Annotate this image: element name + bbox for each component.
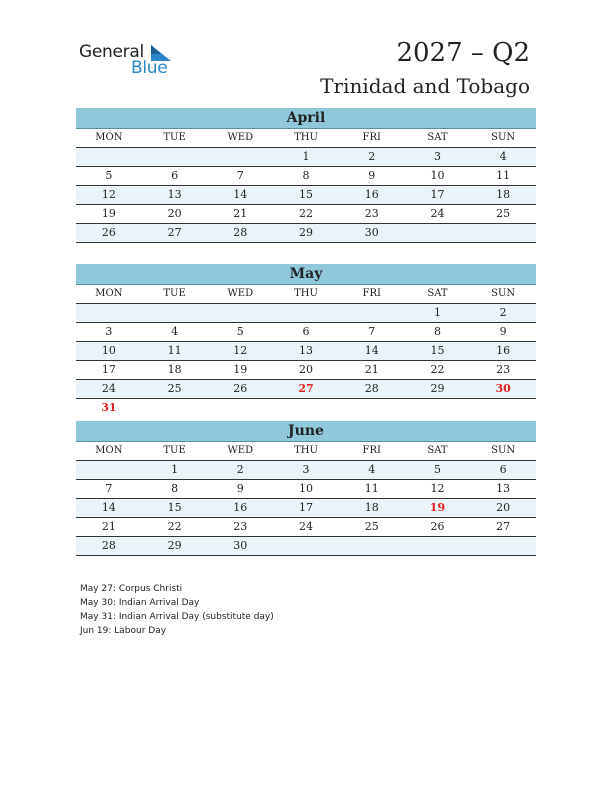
day-cell: 29 (299, 226, 314, 239)
weekday-label: WED (227, 445, 254, 456)
day-cell: 16 (233, 501, 248, 514)
day-cell: 19 (429, 501, 446, 514)
day-cell: 9 (368, 169, 376, 182)
day-cell (470, 399, 536, 417)
weekday-label: THU (294, 132, 318, 143)
day-cell (405, 224, 471, 242)
month-name: April (76, 108, 536, 129)
day-cell: 18 (364, 501, 379, 514)
month-may (76, 264, 536, 417)
weekday-label: SUN (491, 132, 516, 143)
day-cell: 12 (233, 344, 248, 357)
day-cell: 29 (167, 539, 182, 552)
month-june (76, 421, 536, 556)
month-april (76, 108, 536, 243)
day-cell: 25 (364, 520, 379, 533)
day-cell: 25 (167, 382, 182, 395)
day-cell: 6 (499, 463, 507, 476)
day-cell: 14 (233, 188, 248, 201)
weekday-label: THU (294, 445, 318, 456)
weekday-label: FRI (362, 132, 381, 143)
day-cell: 27 (298, 382, 314, 395)
weekday-label: TUE (163, 132, 186, 143)
day-cell: 4 (368, 463, 376, 476)
week-row (76, 148, 536, 167)
weekday-label: THU (294, 288, 318, 299)
weekday-label: FRI (362, 445, 381, 456)
day-cell (76, 148, 142, 166)
weekday-header-row (76, 285, 536, 304)
day-cell (142, 399, 208, 417)
day-cell: 28 (101, 539, 116, 552)
week-row (76, 480, 536, 499)
day-cell: 5 (105, 169, 113, 182)
day-cell: 11 (496, 169, 511, 182)
day-cell: 21 (233, 207, 248, 220)
holiday-note: Jun 19: Labour Day (80, 626, 167, 636)
day-cell: 28 (364, 382, 379, 395)
week-row (76, 186, 536, 205)
day-cell: 10 (430, 169, 445, 182)
day-cell: 21 (101, 520, 116, 533)
week-row (76, 304, 536, 323)
day-cell: 6 (302, 325, 310, 338)
week-row (76, 380, 536, 399)
day-cell: 22 (167, 520, 182, 533)
weekday-label: MON (95, 288, 123, 299)
day-cell: 8 (433, 325, 441, 338)
day-cell (405, 537, 471, 555)
day-cell: 30 (233, 539, 248, 552)
day-cell: 1 (302, 150, 310, 163)
day-cell: 20 (167, 207, 182, 220)
day-cell: 1 (171, 463, 179, 476)
month-name: May (76, 264, 536, 285)
day-cell: 22 (430, 363, 445, 376)
day-cell: 28 (233, 226, 248, 239)
week-row (76, 224, 536, 243)
day-cell: 23 (233, 520, 248, 533)
day-cell: 13 (496, 482, 511, 495)
day-cell: 11 (167, 344, 182, 357)
day-cell (142, 148, 208, 166)
day-cell: 19 (101, 207, 116, 220)
day-cell: 9 (499, 325, 507, 338)
day-cell (207, 304, 273, 322)
day-cell: 5 (433, 463, 441, 476)
day-cell: 13 (167, 188, 182, 201)
day-cell: 30 (364, 226, 379, 239)
day-cell: 2 (368, 150, 376, 163)
holiday-note: May 30: Indian Arrival Day (80, 598, 200, 608)
day-cell: 3 (302, 463, 310, 476)
day-cell: 30 (495, 382, 511, 395)
day-cell: 19 (233, 363, 248, 376)
day-cell: 24 (101, 382, 116, 395)
day-cell: 18 (496, 188, 511, 201)
day-cell: 26 (430, 520, 445, 533)
day-cell: 27 (167, 226, 182, 239)
day-cell: 13 (299, 344, 314, 357)
day-cell: 21 (364, 363, 379, 376)
weekday-label: FRI (362, 288, 381, 299)
day-cell: 12 (101, 188, 116, 201)
day-cell: 16 (364, 188, 379, 201)
day-cell: 2 (236, 463, 244, 476)
week-row (76, 205, 536, 224)
week-row (76, 461, 536, 480)
day-cell: 5 (236, 325, 244, 338)
weekday-label: WED (227, 132, 254, 143)
weekday-header-row (76, 129, 536, 148)
day-cell: 17 (101, 363, 116, 376)
day-cell: 7 (368, 325, 376, 338)
day-cell: 25 (496, 207, 511, 220)
day-cell (273, 399, 339, 417)
week-row (76, 167, 536, 186)
country-subtitle: Trinidad and Tobago (320, 74, 530, 98)
day-cell: 3 (433, 150, 441, 163)
day-cell: 2 (499, 306, 507, 319)
day-cell: 4 (499, 150, 507, 163)
day-cell (142, 304, 208, 322)
generalblue-logo (79, 42, 179, 82)
week-row (76, 342, 536, 361)
weekday-label: SUN (491, 445, 516, 456)
month-name: June (76, 421, 536, 442)
day-cell (470, 224, 536, 242)
day-cell (339, 304, 405, 322)
holiday-notes (80, 582, 274, 638)
day-cell: 15 (299, 188, 314, 201)
week-row (76, 537, 536, 556)
day-cell: 8 (171, 482, 179, 495)
logo-general-text: General (79, 42, 144, 62)
day-cell (405, 399, 471, 417)
day-cell: 23 (496, 363, 511, 376)
day-cell: 26 (101, 226, 116, 239)
day-cell: 17 (430, 188, 445, 201)
day-cell (470, 537, 536, 555)
day-cell: 22 (299, 207, 314, 220)
logo-blue-text: Blue (131, 58, 168, 78)
day-cell: 3 (105, 325, 113, 338)
weekday-label: MON (95, 445, 123, 456)
day-cell (273, 304, 339, 322)
day-cell (76, 461, 142, 479)
day-cell: 31 (101, 401, 117, 414)
day-cell: 4 (171, 325, 179, 338)
day-cell: 14 (101, 501, 116, 514)
weekday-label: SUN (491, 288, 516, 299)
day-cell: 10 (299, 482, 314, 495)
weekday-label: SAT (427, 132, 448, 143)
day-cell: 15 (167, 501, 182, 514)
weekday-header-row (76, 442, 536, 461)
week-row (76, 361, 536, 380)
day-cell: 7 (105, 482, 113, 495)
weekday-label: SAT (427, 288, 448, 299)
day-cell: 11 (364, 482, 379, 495)
day-cell: 9 (236, 482, 244, 495)
day-cell: 18 (167, 363, 182, 376)
day-cell: 12 (430, 482, 445, 495)
day-cell: 29 (430, 382, 445, 395)
weekday-label: SAT (427, 445, 448, 456)
week-row (76, 499, 536, 518)
day-cell: 8 (302, 169, 310, 182)
day-cell (273, 537, 339, 555)
page-title: 2027 – Q2 (396, 38, 530, 68)
day-cell: 17 (299, 501, 314, 514)
holiday-note: May 27: Corpus Christi (80, 584, 183, 594)
day-cell: 20 (299, 363, 314, 376)
weekday-label: MON (95, 132, 123, 143)
day-cell: 1 (433, 306, 441, 319)
day-cell: 15 (430, 344, 445, 357)
day-cell: 24 (299, 520, 314, 533)
day-cell (339, 537, 405, 555)
day-cell: 23 (364, 207, 379, 220)
day-cell: 20 (496, 501, 511, 514)
weekday-label: WED (227, 288, 254, 299)
day-cell (339, 399, 405, 417)
day-cell: 16 (496, 344, 511, 357)
day-cell (207, 148, 273, 166)
day-cell: 14 (364, 344, 379, 357)
day-cell (207, 399, 273, 417)
weekday-label: TUE (163, 288, 186, 299)
week-row (76, 399, 536, 417)
weekday-label: TUE (163, 445, 186, 456)
week-row (76, 323, 536, 342)
day-cell: 27 (496, 520, 511, 533)
day-cell: 24 (430, 207, 445, 220)
day-cell: 6 (171, 169, 179, 182)
day-cell (76, 304, 142, 322)
holiday-note: May 31: Indian Arrival Day (substitute day) (80, 612, 274, 622)
week-row (76, 518, 536, 537)
day-cell: 7 (236, 169, 244, 182)
day-cell: 26 (233, 382, 248, 395)
day-cell: 10 (101, 344, 116, 357)
